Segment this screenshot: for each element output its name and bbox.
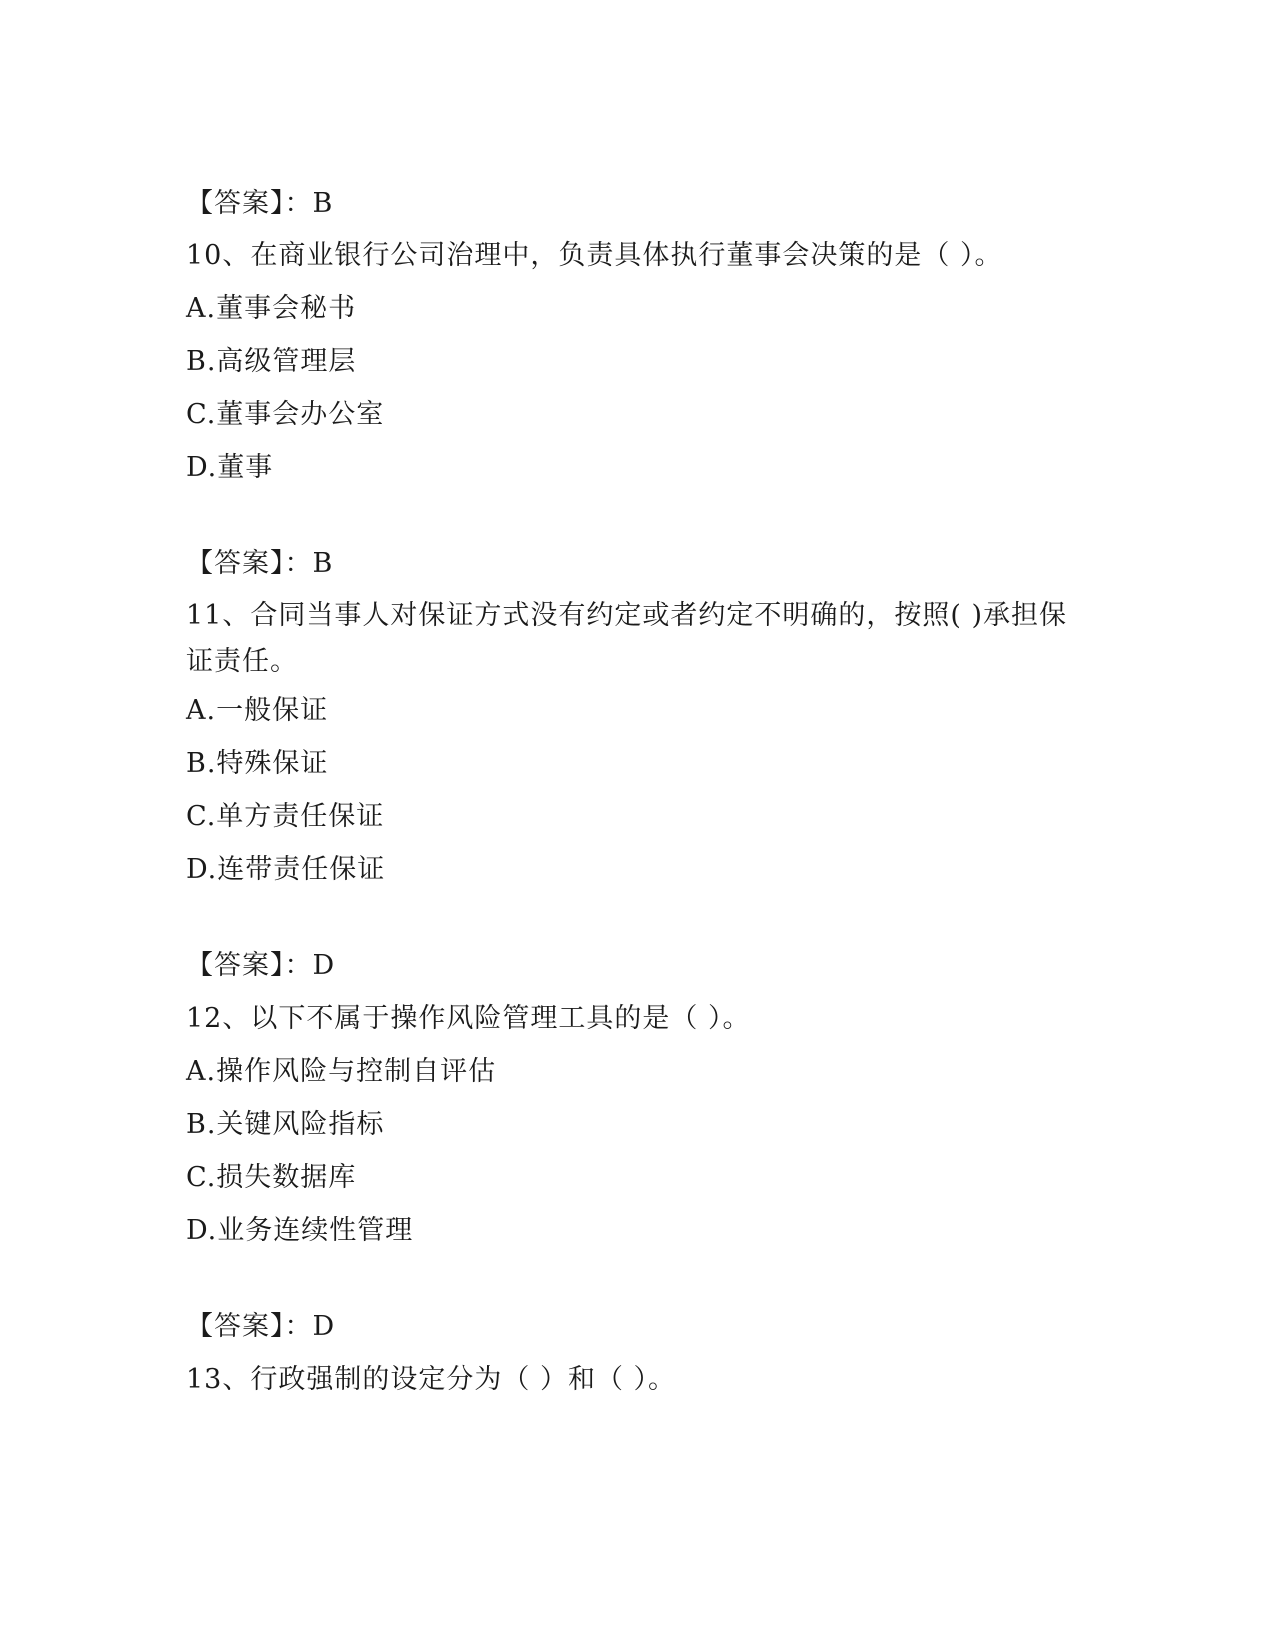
question-10: 10、在商业银行公司治理中，负责具体执行董事会决策的是（ ）。 [186,240,1003,271]
answer-label: 【答案】：B [186,188,334,219]
answer-label: 【答案】：D [186,1311,336,1342]
question-12: 12、以下不属于操作风险管理工具的是（ ）。 [186,1003,751,1034]
question-10-option-a: A.董事会秘书 [186,293,357,324]
question-11: 11、合同当事人对保证方式没有约定或者约定不明确的，按照( )承担保证责任。 [186,600,1068,677]
question-11-option-b: B.特殊保证 [186,748,329,779]
question-10-option-b: B.高级管理层 [186,346,357,377]
question-10-option-d: D.董事 [186,452,274,483]
answer-label: 【答案】：B [186,548,334,579]
question-11-option-a: A.一般保证 [186,695,329,726]
question-13: 13、行政强制的设定分为（ ）和（ ）。 [186,1364,677,1395]
question-12-option-d: D.业务连续性管理 [186,1215,414,1246]
question-12-option-c: C.损失数据库 [186,1162,357,1193]
question-11-option-d: D.连带责任保证 [186,854,386,885]
question-11-option-c: C.单方责任保证 [186,801,385,832]
question-12-option-b: B.关键风险指标 [186,1109,385,1140]
answer-label: 【答案】：D [186,950,336,981]
question-12-option-a: A.操作风险与控制自评估 [186,1056,497,1087]
question-10-option-c: C.董事会办公室 [186,399,385,430]
